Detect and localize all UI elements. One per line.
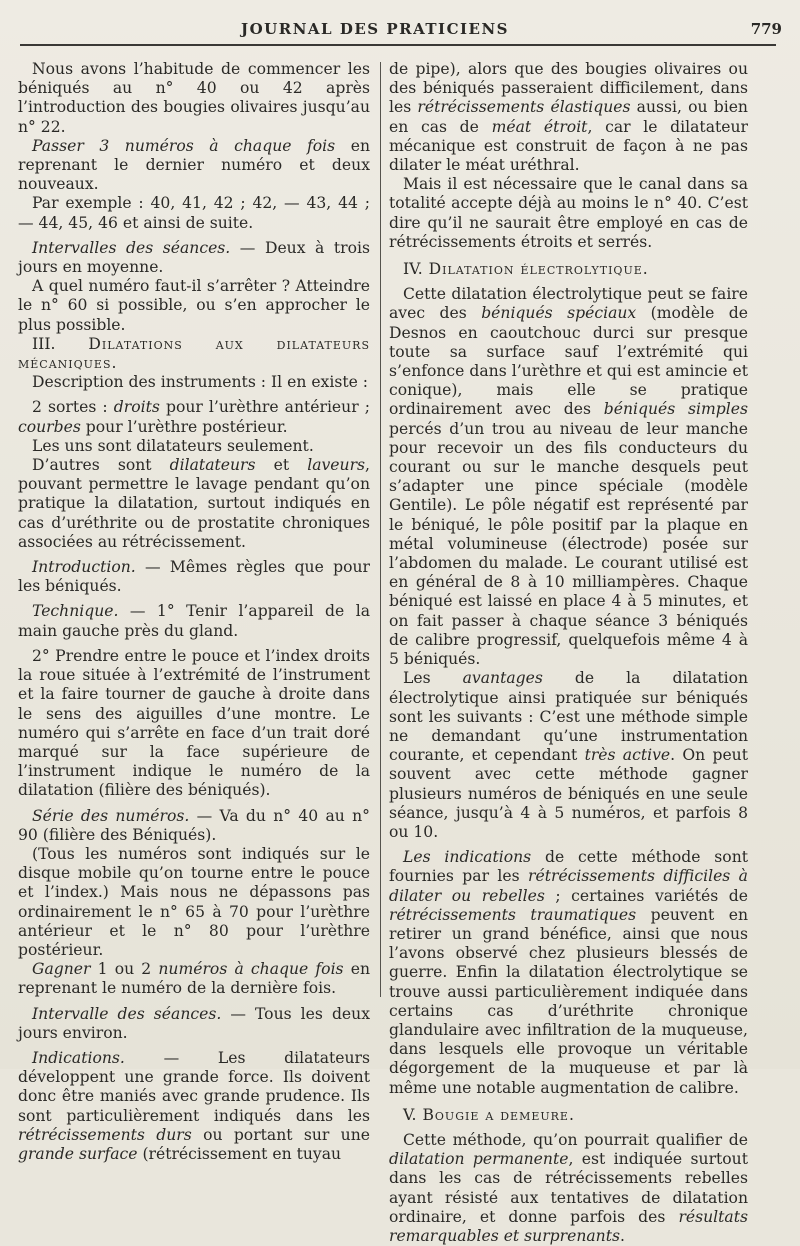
paragraph: Technique. — 1° Tenir l’appareil de la main gauche près du gland. bbox=[18, 602, 370, 640]
paragraph: Gagner 1 ou 2 numéros à chaque fois en reprenant le numéro de la dernière fois. bbox=[18, 960, 370, 998]
paragraph: 2 sortes : droits pour l’urèthre antérieur ; courbes pour l’urèthre postérieur. bbox=[18, 398, 370, 436]
paragraph: Par exemple : 40, 41, 42 ; 42, — 43, 44 ; — 44, 45, 46 et ainsi de suite. bbox=[18, 194, 370, 232]
right-column bbox=[389, 60, 748, 1246]
paragraph: Mais il est nécessaire que le canal dans sa totalité accepte déjà au moins le n° 40. C’est dire qu’il ne saurait être employé en cas de rétrécissements étroits et serrés. bbox=[389, 175, 748, 251]
paragraph: Série des numéros. — Va du n° 40 au n° 90 (filière des Béniqués). bbox=[18, 806, 370, 844]
paragraph: Intervalle des séances. — Tous les deux jours environ. bbox=[18, 1004, 370, 1042]
paragraph: de pipe), alors que des bougies olivaires ou des béniqués passeraient difficilement, dans les rétrécissements élastiques aussi, ou bien en cas de méat étroit, car le dilatateur mécanique est construit de façon à ne pas dilater le méat uréthral. bbox=[389, 60, 748, 175]
section-heading-v: V. Bougie a demeure. bbox=[403, 1105, 575, 1124]
paragraph: Cette dilatation électrolytique peut se faire avec des béniqués spéciaux (modèle de Desnos en caoutchouc durci sur presque toute sa surface sauf l’extrémité qui s’enfonce dans l’urèthre et qui est amincie et conique), mais elle se pratique ordinairement avec des béniqués simples percés d’un trou au niveau de leur manche pour recevoir un des fils conducteurs du courant ou sur le manche desquels peut s’adapter une pince spéciale (modèle Gentile). Le pôle négatif est représenté par le béniqué, le pôle positif par la plaque en métal volumineuse (électrode) posée sur l’abdomen du malade. Le courant utilisé est en général de 8 à 10 milliampères. Chaque béniqué est laissé en place 4 à 5 minutes, et on fait passer à chaque séance 3 béniqués de calibre progressif, quelquefois même 4 à 5 béniqués. bbox=[389, 285, 748, 669]
paragraph: Nous avons l’habitude de commencer les béniqués au n° 40 ou 42 après l’introduction des bougies olivaires jusqu’au n° 22. bbox=[18, 60, 370, 136]
section-heading-iii: III. Dilatations aux dilatateurs mécaniques. bbox=[18, 334, 370, 373]
paragraph: Introduction. — Mêmes règles que pour les béniqués. bbox=[18, 558, 370, 596]
left-column bbox=[18, 60, 370, 1164]
running-title: JOURNAL DES PRATICIENS bbox=[241, 20, 509, 38]
paragraph: Cette méthode, qu’on pourrait qualifier de dilatation permanente, est indiquée surtout dans les cas de rétrécissements rebelles ayant résisté aux tentatives de dilatation ordinaire, et donne parfois des résultats remarquables et surprenants. bbox=[389, 1130, 748, 1245]
column-divider bbox=[380, 62, 381, 997]
paragraph: Indications. — Les dilatateurs développent une grande force. Ils doivent donc être maniés avec grande prudence. Ils sont particulièrement indiqués dans les rétrécissements durs ou portant sur une grande surface (rétrécissement en tuyau bbox=[18, 1048, 370, 1163]
paragraph: Les avantages de la dilatation électrolytique ainsi pratiquée sur béniqués sont les suivants : C’est une méthode simple ne demandant qu’une instrumentation courante, et cependant très active. On peut souvent avec cette méthode gagner plusieurs numéros de béniqués en une seule séance, jusqu’à 4 à 5 numéros, et parfois 8 ou 10. bbox=[389, 669, 748, 841]
paragraph: D’autres sont dilatateurs et laveurs, pouvant permettre le lavage pendant qu’on pratique la dilatation, surtout indiqués en cas d’uréthrite ou de prostatite chroniques associées au rétrécissement. bbox=[18, 456, 370, 551]
paragraph: Les indications de cette méthode sont fournies par les rétrécissements difficiles à dilater ou rebelles ; certaines variétés de rétrécissements traumatiques peuvent en retirer un grand bénéfice, ainsi que nous l’avons observé chez plusieurs blessés de guerre. Enfin la dilatation électrolytique se trouve aussi particulièrement indiquée dans certains cas d’uréthrite chronique glandulaire avec infiltration de la muqueuse, dans lesquels elle provoque un véritable dégorgement de la muqueuse et par là même une notable augmentation de calibre. bbox=[389, 848, 748, 1097]
paragraph: (Tous les numéros sont indiqués sur le disque mobile qu’on tourne entre le pouce et l’index.) Mais nous ne dépassons pas ordinairement le n° 65 à 70 pour l’urèthre antérieur et le n° 80 pour l’urèthre postérieur. bbox=[18, 844, 370, 959]
paragraph: A quel numéro faut-il s’arrêter ? Atteindre le n° 60 si possible, ou s’en approcher le plus possible. bbox=[18, 277, 370, 334]
emphasis: Intervalles des séances. bbox=[32, 238, 231, 257]
paragraph: Passer 3 numéros à chaque fois en reprenant le dernier numéro et deux nouveaux. bbox=[18, 136, 370, 194]
section-heading-iv: IV. Dilatation électrolytique. bbox=[403, 260, 649, 279]
page-number: 779 bbox=[750, 20, 782, 38]
page-header bbox=[20, 18, 782, 44]
paragraph: Les uns sont dilatateurs seulement. bbox=[32, 436, 314, 455]
paragraph: Description des instruments : Il en existe : bbox=[32, 373, 369, 392]
paragraph: Intervalles des séances. — Deux à trois jours en moyenne. bbox=[18, 238, 370, 277]
emphasis: Passer 3 numéros à chaque fois bbox=[32, 136, 336, 155]
header-rule bbox=[20, 44, 776, 46]
paragraph: 2° Prendre entre le pouce et l’index droits la roue située à l’extrémité de l’instrument et la faire tourner de gauche à droite dans le sens des aiguilles d’une montre. Le numéro qui s’arrête en face d’un trait doré marqué sur la face supérieure de l’instrument indique le numéro de la dilatation (filière des béniqués). bbox=[18, 646, 370, 800]
